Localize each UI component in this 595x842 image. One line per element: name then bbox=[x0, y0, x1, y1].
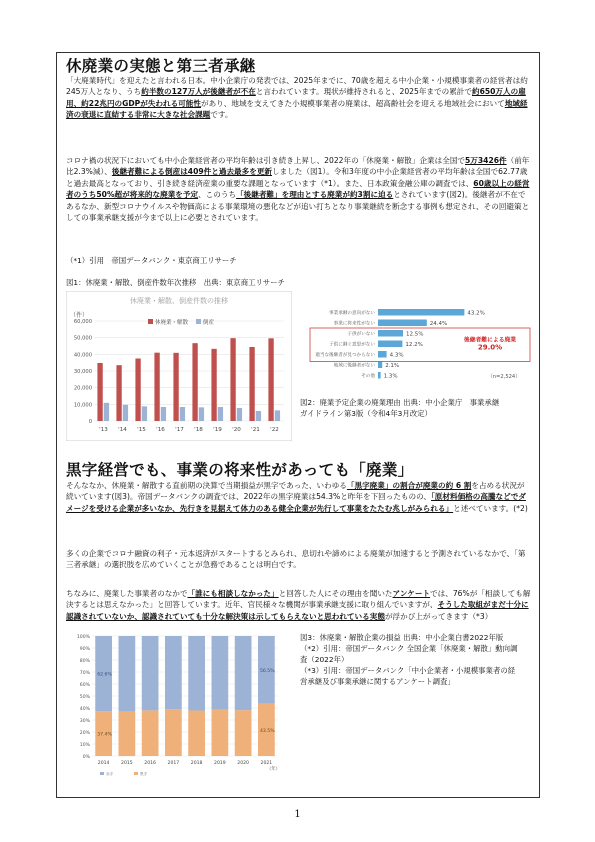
figure3-caption: 図3：休廃業・解散企業の損益 出典：中小企業白書2022年版 bbox=[300, 633, 504, 642]
figure3-x-unit: （年） bbox=[266, 767, 280, 772]
figure3-xtick: 2021 bbox=[260, 761, 273, 766]
figure3-bar-segment bbox=[119, 636, 136, 712]
figure1-bar bbox=[275, 410, 280, 421]
citation-3-line2: 営承継及び事業承継に関するアンケート調査」 bbox=[300, 677, 455, 686]
figure1-bar bbox=[135, 359, 140, 422]
section1-paragraph-1: 「大廃業時代」を迎えたと言われる日本。中小企業庁の発表では、2025年までに、70歳を超える中小企業・小規模事業者の経営者は約245万人となり、うち約半数の127万人が後継者が不在と言われています。現状が維持されると、2025年までの累計で約650万人の雇用、約22兆円のGDPが失われる可能性があり、地域を支えてきた小規模事業者の廃業は、超高齢社会を迎える地域社会において地域経済の衰退に直結する非常に大きな社会課題です。 bbox=[66, 76, 528, 120]
figure3-data-label: 37.4% bbox=[97, 732, 112, 738]
figure1-bar bbox=[97, 363, 102, 421]
figure2-value-label: 12.2% bbox=[405, 342, 423, 348]
section1-paragraph-2: コロナ禍の状況下においても中小企業経営者の平均年齢は引き続き上昇し、2022年の「休廃業・解散」企業は全国で5万3426件（前年比2.3%減）、後継者難による倒産は409件と過去最多を更新しました（図1）。令和3年度の中小企業経営者の平均年齢は全国で62.77歳と過去最高となっており、引き続き経済産業の重要な課題となっています（*1）。また、日本政策金融公庫の調査では、60歳以上の経営者のうち50%超が将来的な廃業を予定、このうち「後継者難」を理由とする廃業が約3割に迫るとされています(図2)。後継者が不在であるなか、新型コロナウイルスや物価高による事業環境の悪化などが追い打ちとなり事業継続を断念する事例も想定され、その回避策としての事業承継支援が今まで以上に必要とされています。 bbox=[66, 156, 530, 223]
figure3-ytick: 20% bbox=[79, 731, 90, 736]
figure2-category: 事業承継の意向がない bbox=[329, 311, 375, 316]
figure3-legend-label: 赤字 bbox=[106, 772, 114, 776]
figure2-caption-line1: 図2：廃業予定企業の廃業理由 出典：中小企業庁 事業承継 bbox=[300, 398, 500, 407]
figure2-category: 地域に後継者がない bbox=[333, 363, 375, 369]
figure1-title: 休廃業・解散、倒産件数の推移 bbox=[130, 297, 228, 305]
figure1-xtick: '19 bbox=[213, 427, 222, 433]
figure1-xtick: '15 bbox=[137, 427, 146, 433]
figure1-xtick: '20 bbox=[232, 427, 241, 433]
figure1-bar bbox=[173, 353, 178, 421]
figure1-xtick: '22 bbox=[270, 427, 279, 433]
figure3-data-label: 43.5% bbox=[260, 728, 275, 734]
figure2-bar bbox=[378, 309, 464, 316]
figure1-legend-swatch bbox=[148, 319, 153, 324]
figure3-bar-segment bbox=[235, 710, 252, 756]
figure1-legend-label: 倒産 bbox=[203, 320, 215, 326]
figure1-xtick: '14 bbox=[118, 427, 127, 433]
figure1-chart bbox=[66, 291, 292, 441]
citation-2-line1: （*2）引用：帝国データバンク 全国企業「休廃業・解散」動向調 bbox=[300, 644, 518, 653]
figure3-xtick: 2018 bbox=[190, 761, 203, 766]
figure3-xtick: 2015 bbox=[121, 761, 133, 766]
figure3-chart bbox=[66, 632, 286, 782]
figure1-bar bbox=[154, 353, 159, 421]
figure2-bar bbox=[378, 362, 382, 369]
figure3-legend-swatch bbox=[134, 772, 138, 775]
figure3-xtick: 2020 bbox=[237, 761, 249, 766]
figure2-value-label: 12.5% bbox=[406, 331, 424, 338]
figure3-xtick: 2014 bbox=[97, 761, 110, 766]
figure3-ytick: 10% bbox=[79, 743, 90, 748]
figure1-xtick: '17 bbox=[175, 427, 184, 433]
figure2-category: 適当な後継者が見つからない bbox=[315, 353, 375, 358]
figure2-bar bbox=[378, 330, 403, 337]
figure1-bar bbox=[123, 405, 128, 421]
figure1-ytick: 60,000 bbox=[73, 319, 92, 325]
figure1-xtick: '21 bbox=[251, 427, 260, 433]
figure2-bar bbox=[378, 351, 387, 358]
figure1-ytick: 30,000 bbox=[73, 369, 92, 375]
figure1-ytick: 20,000 bbox=[73, 385, 92, 392]
figure2-bar bbox=[378, 341, 402, 348]
figure1-bar bbox=[116, 365, 121, 421]
figure3-ytick: 100% bbox=[76, 635, 90, 640]
section2-title: 黒字経営でも、事業の将来性があっても「廃業」 bbox=[66, 461, 414, 479]
figure2-note: （n=2,524） bbox=[487, 374, 521, 380]
figure3-ytick: 0% bbox=[82, 755, 90, 760]
figure1-bar bbox=[218, 407, 223, 421]
figure1-bar bbox=[211, 349, 216, 421]
figure3-bar-segment bbox=[188, 636, 205, 711]
figure1-ylabel: （件） bbox=[70, 312, 89, 319]
page-number: 1 bbox=[294, 809, 301, 820]
figure3-ytick: 50% bbox=[79, 695, 90, 700]
figure2-category: 子供がいない bbox=[347, 332, 375, 337]
figure1-xtick: '13 bbox=[99, 427, 108, 433]
figure3-ytick: 70% bbox=[79, 671, 90, 676]
figure1-xtick: '16 bbox=[156, 427, 165, 433]
figure2-value-label: 2.1% bbox=[385, 363, 400, 369]
section2-paragraph-1: そんななか、休廃業・解散する直前期の決算で当期損益が黒字であった、いわゆる「黒字廃業」の割合が廃業の約 6 割を占める状況が続いています(図3)。帝国データバンクの調査では、2022年の黒字廃業は54.3%と昨年を下回ったものの、「原材料価格の高騰などでダメージを受ける企業が多いなか、先行きを見据えて体力のある健全企業が先行して事業をたたむ兆しがみられる」と述べています。(*2) bbox=[66, 481, 528, 513]
figure1-bar bbox=[268, 338, 273, 421]
figure3-ytick: 80% bbox=[79, 659, 90, 664]
figure2-category: 事業に将来性がない bbox=[333, 321, 375, 327]
figure2-value-label: 43.2% bbox=[467, 310, 485, 317]
figure1-legend-swatch bbox=[196, 319, 201, 324]
figure3-ytick: 40% bbox=[79, 707, 90, 712]
figure3-bar-segment bbox=[212, 636, 229, 710]
figure3-bar-segment bbox=[142, 636, 159, 710]
figure2-chart bbox=[308, 303, 532, 389]
figure3-ytick: 60% bbox=[79, 683, 90, 688]
figure2-category: その他 bbox=[361, 374, 375, 379]
section2-paragraph-2: 多くの企業でコロナ融資の利子・元本返済がスタートするとみられ、息切れや諦めによる廃業が加速すると予測されているなかで、「第三者承継」の選択肢を広めていくことが急務であることは明白です。 bbox=[66, 549, 526, 570]
figure1-bar bbox=[192, 343, 197, 421]
figure3-bar-segment bbox=[119, 712, 136, 756]
figure1-ytick: 50,000 bbox=[73, 335, 92, 342]
figure3-bar-segment bbox=[165, 636, 182, 709]
figure1-bar bbox=[237, 408, 242, 421]
figure1-bar bbox=[256, 411, 261, 421]
figure1-ytick: 10,000 bbox=[73, 402, 92, 409]
figure3-legend-swatch bbox=[100, 772, 104, 775]
figure3-xtick: 2019 bbox=[214, 761, 226, 766]
figure3-bar-segment bbox=[165, 709, 182, 756]
figure1-bar bbox=[249, 347, 254, 421]
figure2-value-label: 1.3% bbox=[383, 373, 398, 380]
figure1-legend-label: 休廃業・解散 bbox=[155, 320, 189, 326]
citation-2-line2: 査（2022年） bbox=[300, 655, 349, 664]
figure3-bar-segment bbox=[142, 710, 159, 756]
figure3-xtick: 2016 bbox=[144, 761, 156, 766]
figure3-bar-segment bbox=[235, 636, 252, 710]
citation-3-line1: （*3）引用：帝国データバンク「中小企業者・小規模事業者の経 bbox=[300, 666, 516, 675]
figure2-value-label: 4.3% bbox=[389, 352, 404, 359]
figure3-ytick: 30% bbox=[79, 719, 90, 724]
figure3-data-label: 62.6% bbox=[97, 672, 112, 678]
figure3-legend-label: 黒字 bbox=[140, 772, 148, 776]
figure1-bar bbox=[199, 407, 204, 421]
figure2-bar bbox=[378, 320, 427, 327]
figure3-data-label: 56.5% bbox=[260, 668, 275, 674]
figure2-annotation-1: 後継者難による廃業 bbox=[463, 337, 517, 344]
figure1-bar bbox=[230, 338, 235, 421]
figure1-caption: 図1：休廃業・解散、倒産件数年次推移 出典：東京商工リサーチ bbox=[66, 278, 285, 287]
figure1-bar bbox=[180, 407, 185, 421]
figure2-category: 子供に継ぐ意思がない bbox=[329, 342, 375, 348]
figure2-value-label: 24.4% bbox=[429, 321, 448, 327]
figure1-xtick: '18 bbox=[194, 427, 203, 433]
figure3-ytick: 90% bbox=[79, 647, 90, 652]
figure1-ytick: 40,000 bbox=[73, 352, 92, 359]
figure2-caption-line2: ガイドライン第3版（令和4年3月改定） bbox=[300, 409, 432, 418]
citation-1: （*1）引用 帝国データバンク・東京商工リサーチ bbox=[66, 256, 237, 265]
section2-paragraph-3: ちなみに、廃業した事業者のなかで「誰にも相談しなかった」と回答した人にその理由を聞いたアンケートでは、76%が「相談しても解決するとは思えなかった」と回答しています。近年、官民様々な機関が事業承継支援に取り組んでいますが、そうした取組がまだ十分に認識されていないか、認識されていても十分な解決策は示してもらえないと思われている実態が浮かび上がってきます（*3） bbox=[66, 589, 531, 621]
figure1-ytick: 0 bbox=[88, 419, 92, 425]
figure1-bar bbox=[104, 403, 109, 421]
figure3-xtick: 2017 bbox=[167, 761, 180, 766]
figure1-bar bbox=[161, 407, 166, 421]
figure2-annotation-2: 29.0% bbox=[477, 343, 503, 352]
figure1-bar bbox=[142, 406, 147, 421]
figure3-bar-segment bbox=[212, 710, 229, 756]
figure2-bar bbox=[378, 372, 381, 379]
section1-title: 休廃業の実態と第三者承継 bbox=[66, 57, 256, 75]
figure3-bar-segment bbox=[188, 711, 205, 756]
